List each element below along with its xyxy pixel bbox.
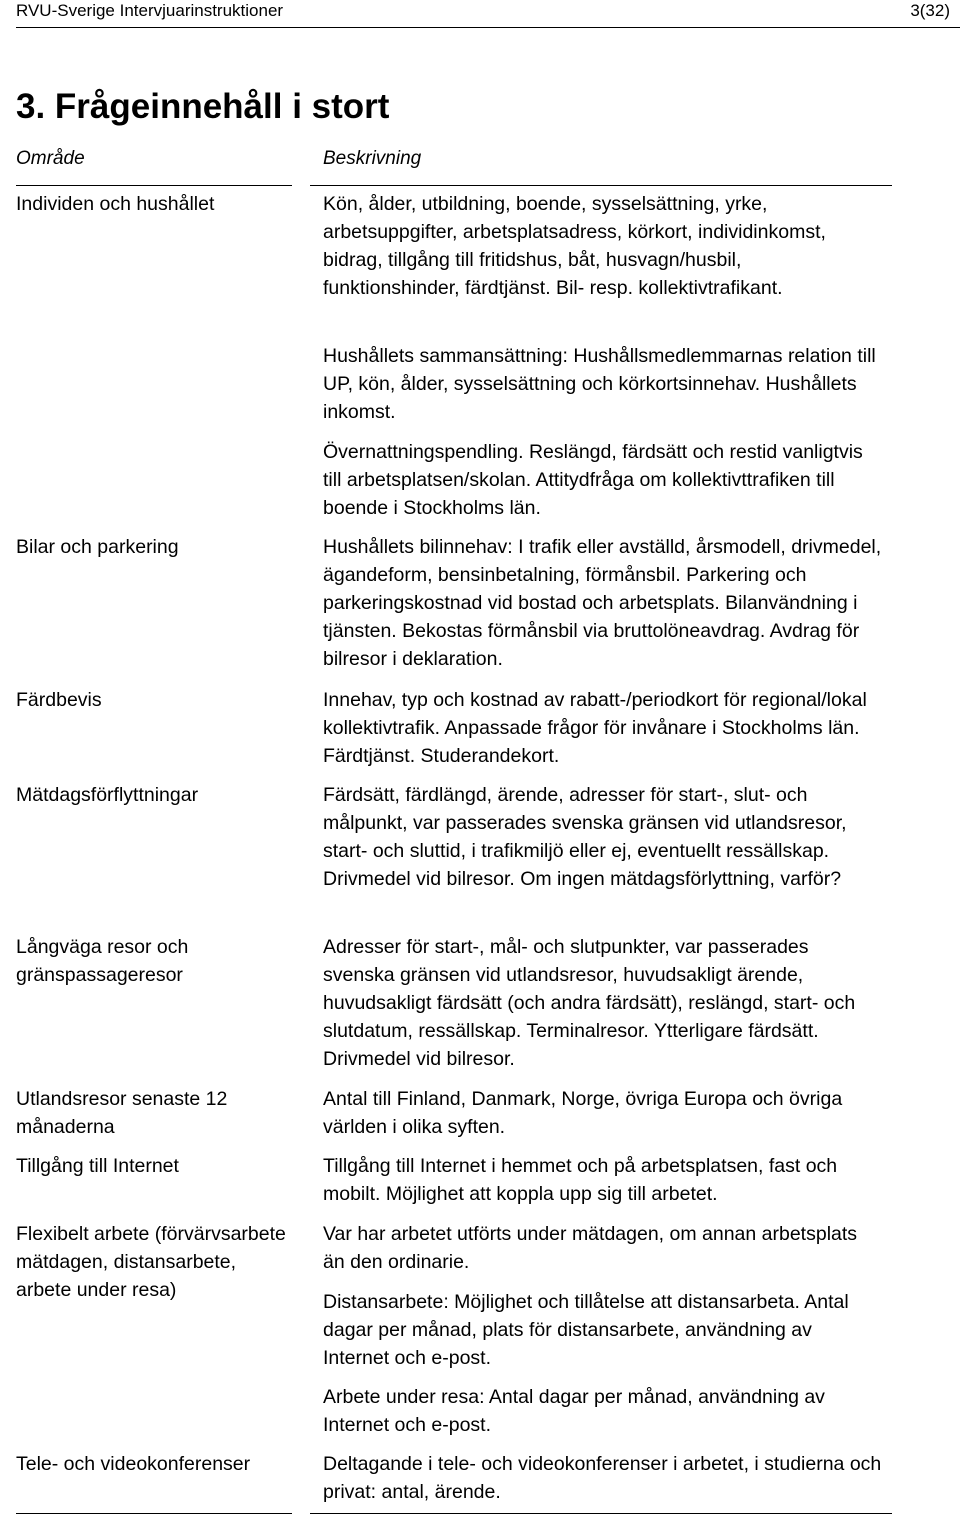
area-cell: Bilar och parkering	[16, 536, 179, 558]
description-cell	[323, 781, 883, 893]
page-header	[16, 0, 950, 28]
description-paragraph: Arbete under resa: Antal dagar per månad, användning av Internet och e-post.	[323, 1386, 825, 1436]
document-title: RVU-Sverige Intervjuarinstruktioner	[16, 1, 284, 20]
area-cell: Långväga resor och gränspassageresor	[16, 936, 189, 986]
table-top-divider	[16, 185, 292, 186]
description-paragraph: Antal till Finland, Danmark, Norge, övriga Europa och övriga världen i olika syften.	[323, 1088, 843, 1138]
description-paragraph: Kön, ålder, utbildning, boende, sysselsättning, yrke, arbetsuppgifter, arbetsplatsadress, körkort, individinkomst, bidrag, tillgång till fritidshus, båt, husvagn/husbil, funktionshinder, färdtjänst. Bil- resp. kollektivtrafikant.	[323, 193, 826, 299]
area-cell: Färdbevis	[16, 689, 102, 711]
area-cell: Mätdagsförflyttningar	[16, 784, 199, 806]
description-cell	[323, 1288, 883, 1372]
header-divider	[16, 27, 960, 28]
description-paragraph: Övernattningspendling. Reslängd, färdsätt och restid vanligtvis till arbetsplatsen/skolan. Attitydfråga om kollektivttrafiken till boende i Stockholms län.	[323, 441, 863, 519]
description-cell	[323, 1152, 883, 1208]
column-header-area: Område	[16, 148, 85, 169]
description-cell	[323, 1450, 883, 1506]
area-cell: Flexibelt arbete (förvärvsarbete mätdagen, distansarbete, arbete under resa)	[16, 1223, 286, 1301]
description-paragraph: Tillgång till Internet i hemmet och på arbetsplatsen, fast och mobilt. Möjlighet att koppla upp sig till arbetet.	[323, 1155, 838, 1205]
description-cell	[323, 1383, 883, 1439]
area-cell: Individen och hushållet	[16, 193, 215, 215]
description-cell	[323, 686, 883, 770]
description-cell	[323, 533, 883, 673]
area-cell: Utlandsresor senaste 12 månaderna	[16, 1088, 228, 1138]
page-number: 3(32)	[910, 1, 950, 20]
table-top-divider	[310, 185, 892, 186]
description-cell	[323, 190, 883, 302]
description-paragraph: Adresser för start-, mål- och slutpunkter, var passerades svenska gränsen vid utlandsresor, huvudsakligt ärende, huvudsakligt färdsätt (och andra färdsätt), reslängd, start- och slutdatum, ressällskap. Terminalresor. Ytterligare färdsätt. Drivmedel vid bilresor.	[323, 936, 856, 1070]
description-paragraph: Färdsätt, färdlängd, ärende, adresser för start-, slut- och målpunkt, var passerades svenska gränsen vid utlandsresor, start- och sluttid, i trafikmiljö eller ej, eventuellt ressällskap. Drivmedel vid bilresor. Om ingen mätdagsförlyttning, varför?	[323, 784, 847, 890]
description-paragraph: Var har arbetet utförts under mätdagen, om annan arbetsplats än den ordinarie.	[323, 1223, 858, 1273]
description-cell	[323, 1085, 883, 1141]
area-cell: Tillgång till Internet	[16, 1155, 179, 1177]
column-header-description: Beskrivning	[323, 148, 422, 169]
description-paragraph: Innehav, typ och kostnad av rabatt-/periodkort för regional/lokal kollektivtrafik. Anpassade frågor för invånare i Stockholms län. Färdtjänst. Studerandekort.	[323, 689, 867, 767]
description-cell	[323, 438, 883, 522]
section-heading: 3. Frågeinnehåll i stort	[16, 87, 390, 126]
description-paragraph: Deltagande i tele- och videokonferenser i arbetet, i studierna och privat: antal, ärende.	[323, 1453, 882, 1503]
table-bottom-divider	[310, 1513, 892, 1514]
description-paragraph: Hushållets sammansättning: Hushållsmedlemmarnas relation till UP, kön, ålder, sysselsättning och körkortsinnehav. Hushållets inkomst.	[323, 345, 876, 423]
table-bottom-divider	[16, 1513, 292, 1514]
area-cell: Tele- och videokonferenser	[16, 1453, 251, 1475]
description-paragraph: Distansarbete: Möjlighet och tillåtelse att distansarbeta. Antal dagar per månad, plats för distansarbete, användning av Internet och e-post.	[323, 1291, 849, 1369]
description-cell	[323, 933, 883, 1073]
description-cell	[323, 1220, 883, 1276]
description-paragraph: Hushållets bilinnehav: I trafik eller avställd, årsmodell, drivmedel, ägandeform, bensinbetalning, förmånsbil. Parkering och parkeringskostnad vid bostad och arbetsplats. Bilanvändning i tjänsten. Bekostas förmånsbil via bruttolöneavdrag. Avdrag för bilresor i deklaration.	[323, 536, 882, 670]
description-cell	[323, 342, 883, 426]
